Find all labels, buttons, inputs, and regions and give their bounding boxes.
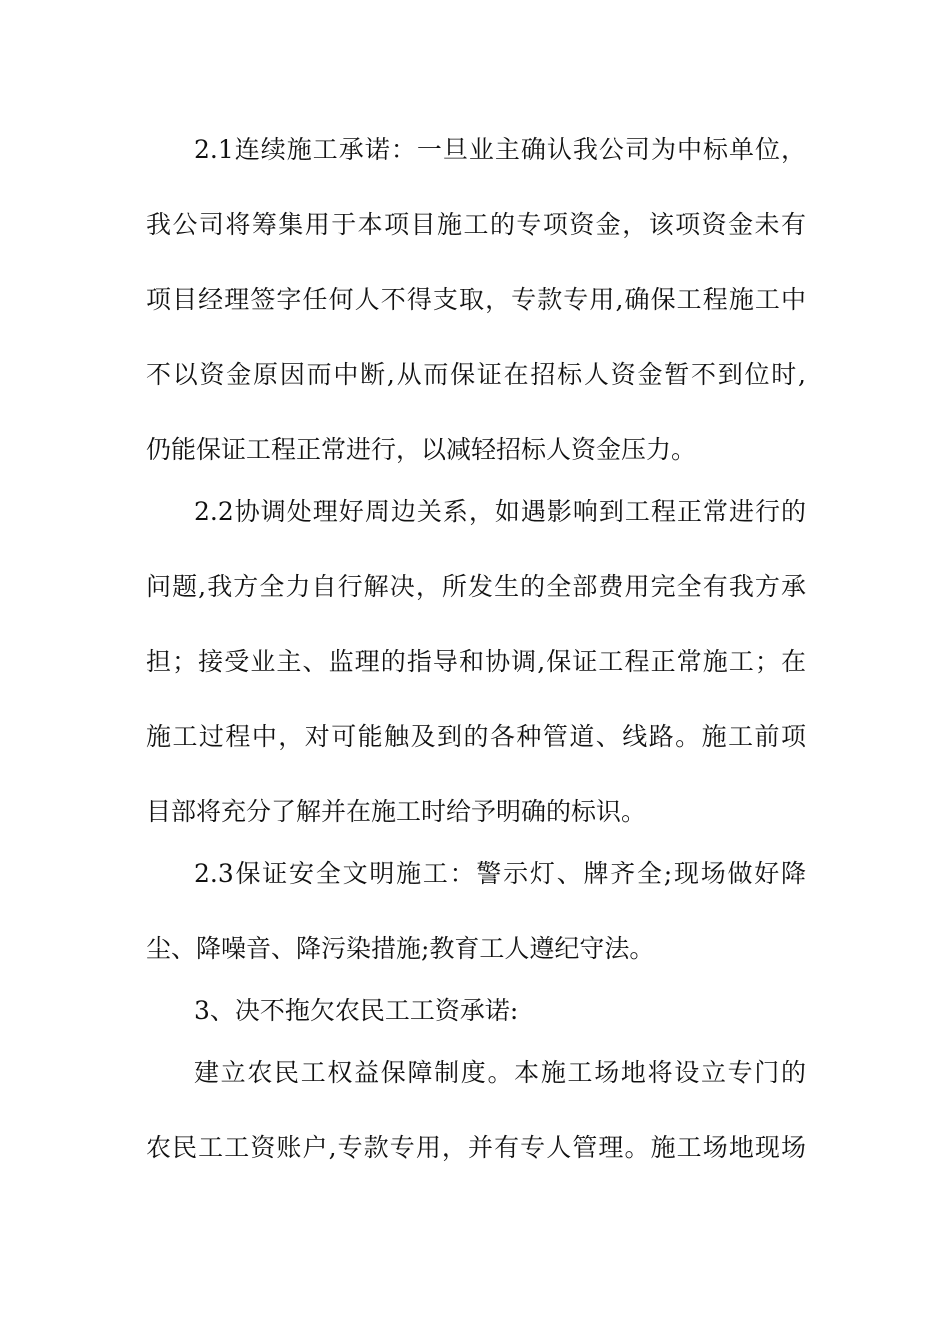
text-line: 施工过程中，对可能触及到的各种管道、线路。施工前项 bbox=[146, 722, 806, 751]
text-line: 仍能保证工程正常进行，以减轻招标人资金压力。 bbox=[146, 435, 697, 464]
text-line: 担；接受业主、监理的指导和协调,保证工程正常施工；在 bbox=[146, 647, 806, 676]
text-line: 农民工工资账户,专款专用，并有专人管理。施工场地现场 bbox=[146, 1133, 806, 1162]
text-line: 我公司将筹集用于本项目施工的专项资金，该项资金未有 bbox=[146, 210, 806, 239]
text-line: 3、决不拖欠农民工工资承诺: bbox=[194, 996, 519, 1025]
text-line: 建立农民工权益保障制度。本施工场地将设立专门的 bbox=[194, 1058, 806, 1087]
text-line: 2.3保证安全文明施工：警示灯、牌齐全;现场做好降 bbox=[194, 859, 806, 888]
text-line: 项目经理签字任何人不得支取，专款专用,确保工程施工中 bbox=[146, 285, 806, 314]
text-line: 尘、降噪音、降污染措施;教育工人遵纪守法。 bbox=[146, 934, 655, 963]
text-line: 不以资金原因而中断,从而保证在招标人资金暂不到位时, bbox=[146, 360, 806, 389]
text-line: 问题,我方全力自行解决，所发生的全部费用完全有我方承 bbox=[146, 572, 806, 601]
text-line: 2.1连续施工承诺：一旦业主确认我公司为中标单位， bbox=[194, 135, 806, 164]
text-line: 2.2协调处理好周边关系，如遇影响到工程正常进行的 bbox=[194, 497, 806, 526]
text-line: 目部将充分了解并在施工时给予明确的标识。 bbox=[146, 797, 647, 826]
